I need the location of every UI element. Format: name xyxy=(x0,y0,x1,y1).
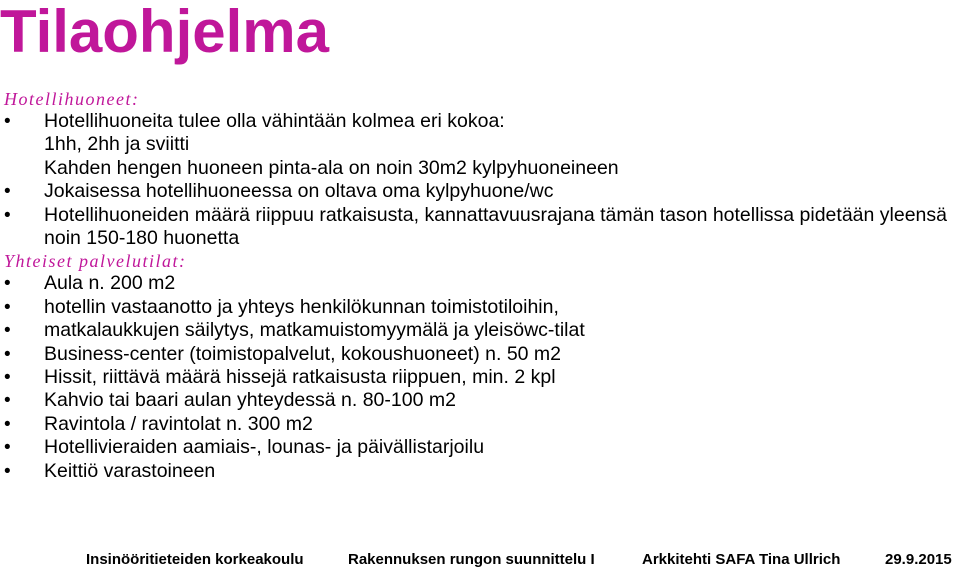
section-heading-hotellihuoneet: Hotellihuoneet: xyxy=(4,89,140,109)
list-item-text: matkalaukkujen säilytys, matkamuistomyymälä ja yleisöwc-tilat xyxy=(44,319,585,342)
bullet-icon: • xyxy=(4,390,11,412)
list-item xyxy=(0,110,960,133)
list-item-text: 1hh, 2hh ja sviitti xyxy=(44,133,190,156)
list-item-text: Kahvio tai baari aulan yhteydessä n. 80-100 m2 xyxy=(44,389,456,412)
list-item-text: Hotellivieraiden aamiais-, lounas- ja päivällistarjoilu xyxy=(44,436,485,459)
bullet-icon: • xyxy=(4,460,11,482)
bullet-icon: • xyxy=(4,343,11,365)
list-item xyxy=(0,319,960,342)
list-item-text: Business-center (toimistopalvelut, kokoushuoneet) n. 50 m2 xyxy=(44,342,562,365)
list-item xyxy=(0,436,960,459)
footer-course: Rakennuksen rungon suunnittelu I xyxy=(348,551,595,568)
bullet-icon: • xyxy=(4,320,11,342)
bullet-icon: • xyxy=(4,413,11,435)
list-item xyxy=(0,413,960,436)
list-item-text: Hotellihuoneiden määrä riippuu ratkaisusta, kannattavuusrajana tämän tason hotellissa pidetään yleensä noin 150-180 huonetta xyxy=(44,203,947,250)
bullet-icon: • xyxy=(4,111,11,132)
list-item xyxy=(0,460,960,483)
bullet-icon: • xyxy=(4,273,11,295)
list-item xyxy=(0,180,960,203)
list-item-continuation xyxy=(0,157,960,180)
list-item-continuation xyxy=(0,133,960,156)
list-item xyxy=(0,204,960,251)
page-title: Tilaohjelma xyxy=(0,0,330,65)
footer-author: Arkkitehti SAFA Tina Ullrich xyxy=(642,551,841,568)
bullet-icon: • xyxy=(4,181,11,203)
list-item xyxy=(0,389,960,412)
list-item-text: Keittiö varastoineen xyxy=(44,459,216,482)
section-heading-yhteiset-palvelutilat: Yhteiset palvelutilat: xyxy=(4,251,187,272)
list-item xyxy=(0,366,960,389)
list-item-text: hotellin vastaanotto ja yhteys henkilökunnan toimistotiloihin, xyxy=(44,295,559,318)
list-item-text: Hissit, riittävä määrä hissejä ratkaisusta riippuen, min. 2 kpl xyxy=(44,366,556,389)
list-item-text: Kahden hengen huoneen pinta-ala on noin 30m2 kylpyhuoneineen xyxy=(44,156,619,179)
bullet-icon: • xyxy=(4,296,11,318)
list-item-text: Jokaisessa hotellihuoneessa on oltava oma kylpyhuone/wc xyxy=(44,180,554,203)
list-item-text: Aula n. 200 m2 xyxy=(44,272,176,295)
footer-date: 29.9.2015 xyxy=(885,551,952,568)
list-item-text: Hotellihuoneita tulee olla vähintään kolmea eri kokoa: xyxy=(44,110,505,132)
bullet-icon: • xyxy=(4,437,11,459)
list-item-text: Ravintola / ravintolat n. 300 m2 xyxy=(44,412,313,435)
footer xyxy=(0,550,960,570)
bullet-icon: • xyxy=(4,204,11,226)
list-item xyxy=(0,272,960,295)
list-item xyxy=(0,343,960,366)
bullet-icon: • xyxy=(4,367,11,389)
content-area xyxy=(0,88,960,483)
footer-school: Insinööritieteiden korkeakoulu xyxy=(86,551,304,568)
list-item xyxy=(0,296,960,319)
